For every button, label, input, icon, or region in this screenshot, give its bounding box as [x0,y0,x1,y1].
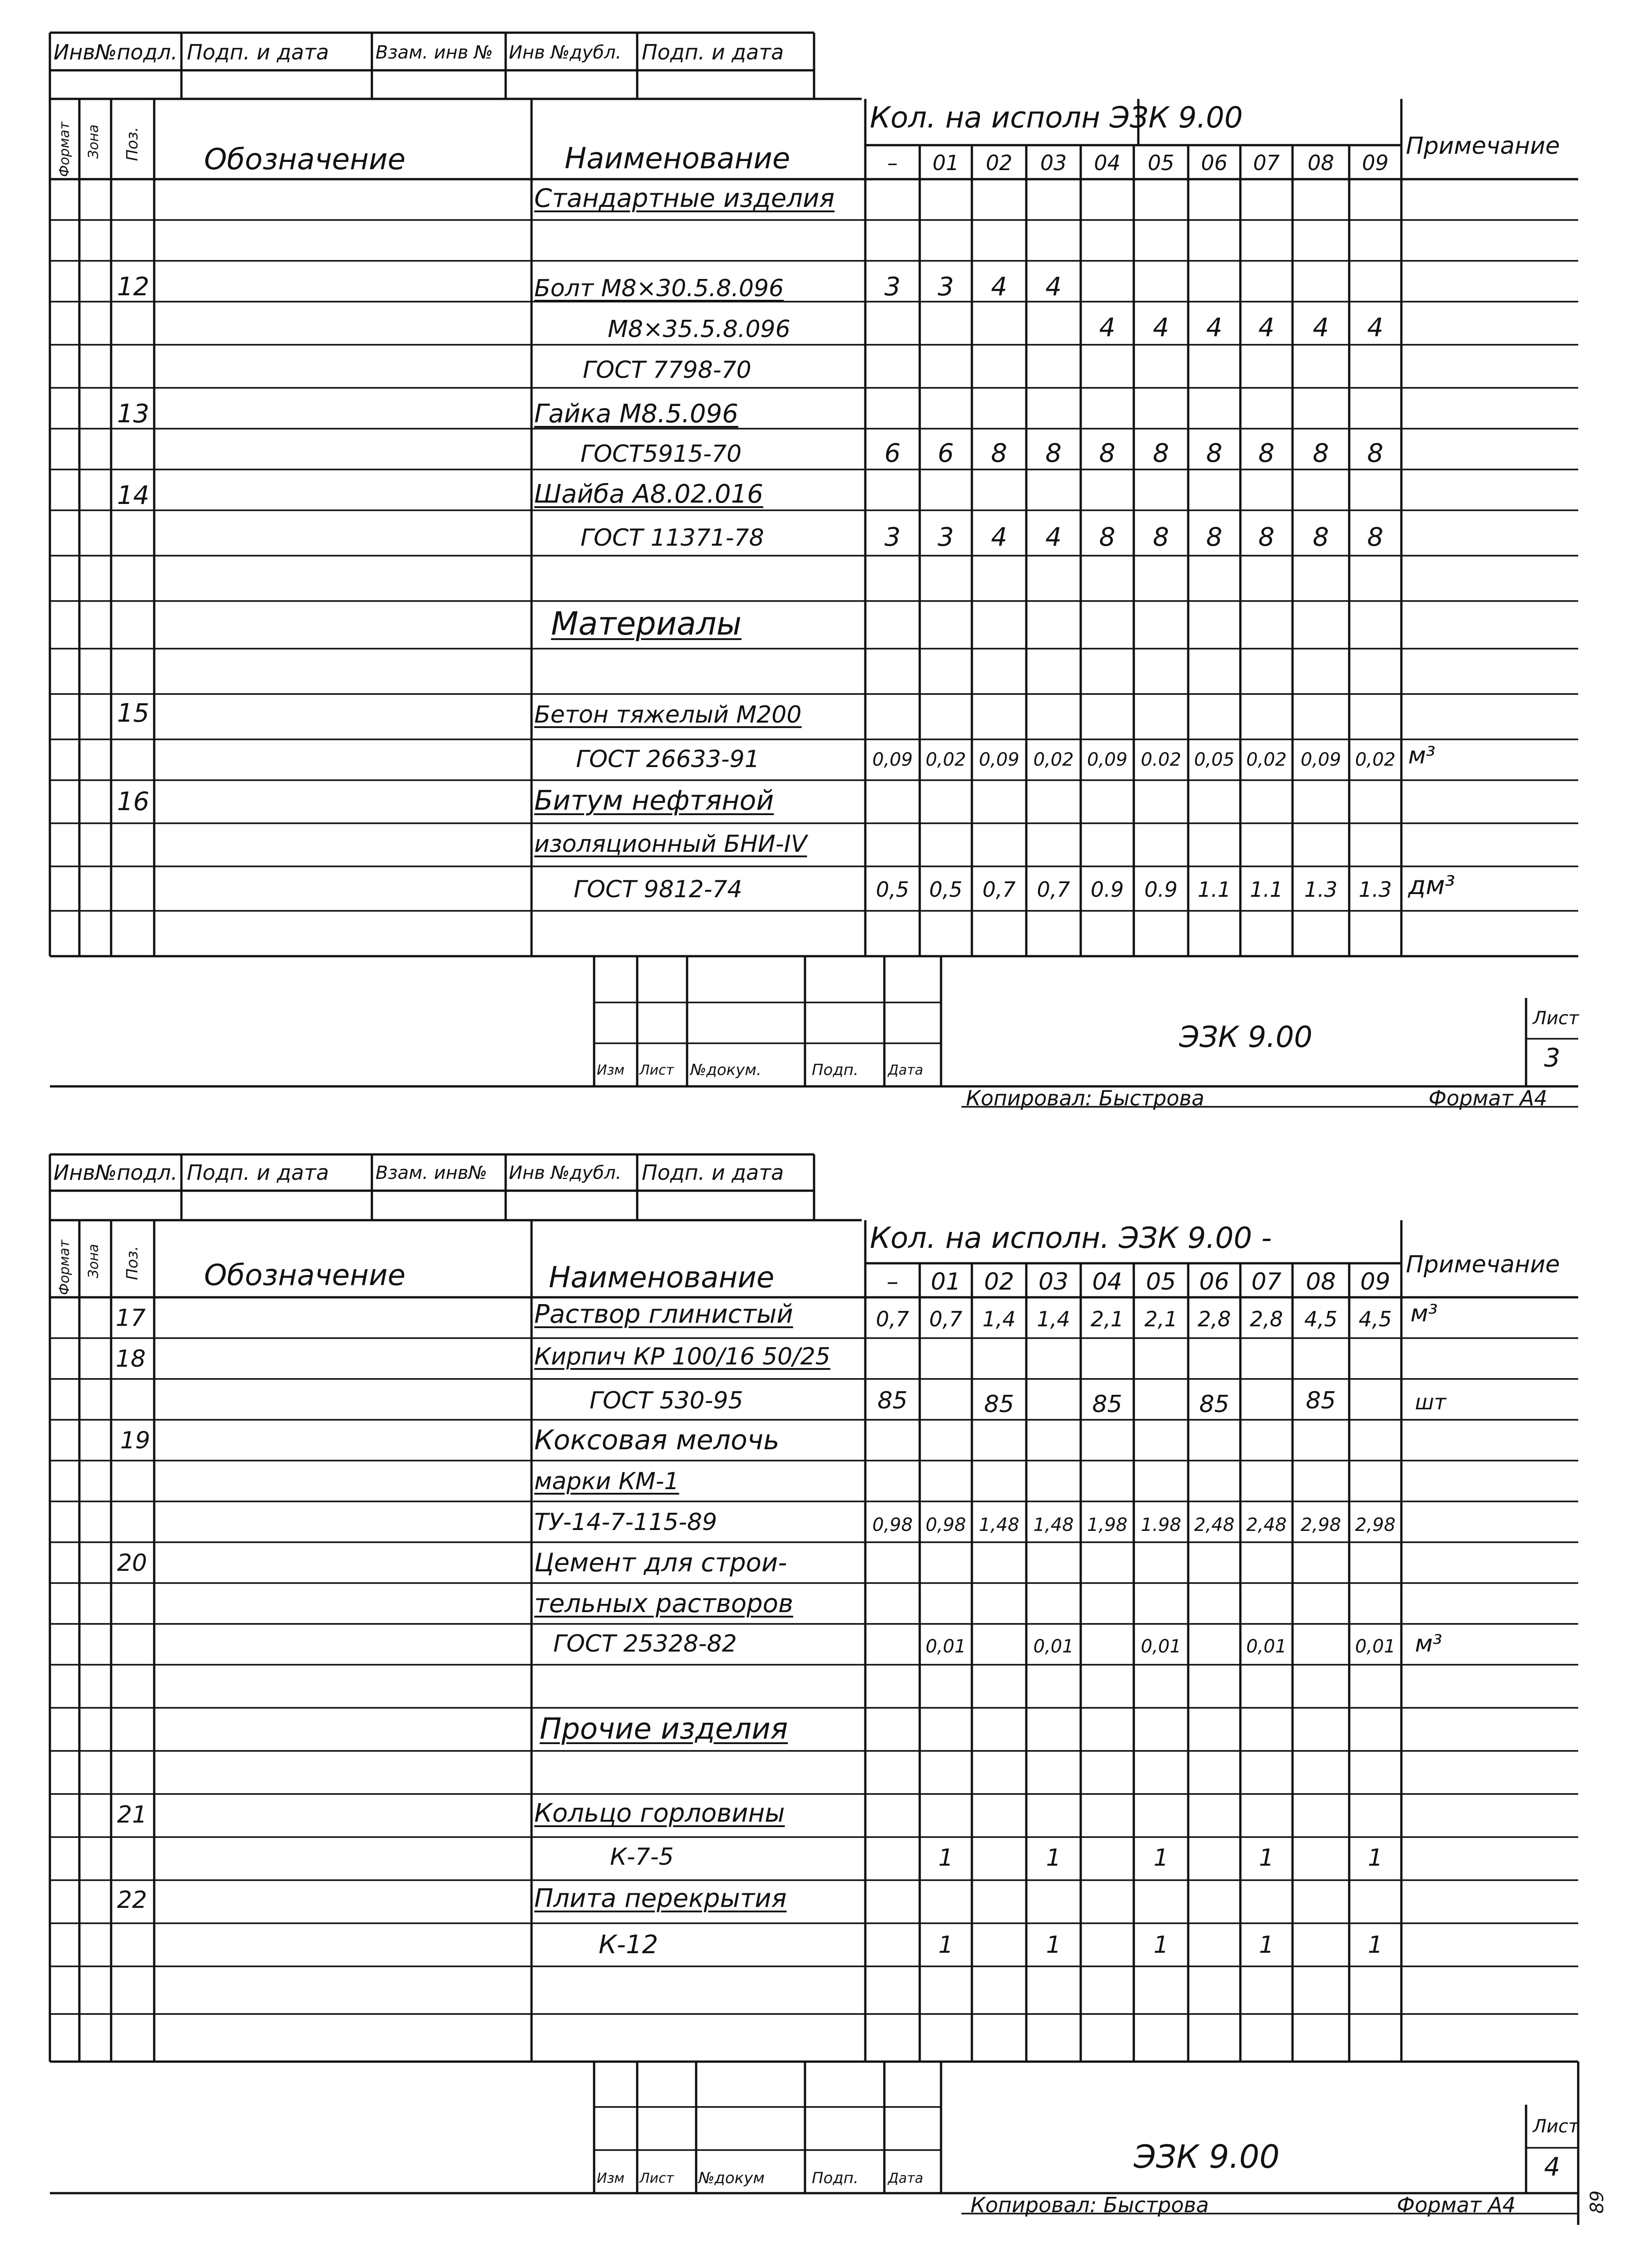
row-name: Шайба А8.02.016 [534,479,763,509]
sheet-label: Лист [1533,1008,1579,1029]
qty-col: 09 [1362,151,1389,175]
row-name: ГОСТ 25328-82 [553,1630,737,1657]
header-designation: Обозначение [204,1259,406,1292]
qty-cell: 4 [1312,313,1329,342]
row-name: Кирпич КР 100/16 50/25 [534,1343,830,1370]
stamp-inv-dubl: Инв №дубл. [509,42,622,63]
qty-cell: 8 [1045,439,1062,468]
tb-label-data: Дата [888,2170,923,2186]
qty-cell: 8 [1099,523,1116,552]
qty-cell: 1 [1153,1844,1169,1872]
row-pos: 15 [117,699,150,728]
row-pos: 22 [117,1887,147,1914]
row-name: Гайка М8.5.096 [534,399,738,429]
qty-cell: 8 [1258,523,1275,552]
qty-cell: 0,98 [872,1515,913,1535]
header-format: Формат [57,1240,73,1295]
qty-col: 04 [1094,151,1121,175]
row-name: ГОСТ 11371-78 [580,524,764,552]
qty-col: 07 [1251,1268,1282,1295]
row-note: дм³ [1408,871,1455,900]
row-note: м³ [1415,1630,1443,1657]
qty-cell: 85 [1199,1391,1229,1418]
document-code: ЭЗК 9.00 [1134,2138,1280,2175]
qty-cell: 1,98 [1087,1515,1128,1535]
qty-cell: 2,1 [1144,1307,1178,1331]
stamp-podp-data: Подп. и дата [187,1160,329,1185]
qty-cell: 8 [991,439,1007,468]
row-name: М8×35.5.8.096 [608,316,790,343]
qty-cell: 2,98 [1300,1515,1341,1535]
qty-cell: 1.3 [1304,877,1338,902]
row-name: ТУ-14-7-115-89 [534,1509,717,1536]
header-designation: Обозначение [204,143,406,176]
qty-cell: 4 [991,272,1007,302]
qty-cell: 0.9 [1090,877,1124,902]
stamp-podp-data: Подп. и дата [187,40,329,64]
qty-cell: 0,02 [1355,749,1396,770]
tb-label-izm: Изм [597,2170,625,2186]
stamp-inv-podl: Инв№подл. [54,40,178,64]
header-format: Формат [57,122,73,177]
row-name: Кольцо горловины [534,1799,785,1828]
tb-label-izm: Изм [597,1062,625,1078]
row-pos: 16 [117,787,150,816]
sheet-label: Лист [1533,2116,1579,2137]
qty-cell: 0,5 [876,877,909,902]
row-name: Раствор глинистый [534,1300,793,1329]
qty-cell: 85 [1092,1391,1122,1418]
qty-col: 01 [931,1268,961,1295]
qty-cell: 8 [1153,523,1169,552]
qty-cell: 4 [1045,523,1062,552]
qty-col: 05 [1147,151,1175,175]
qty-cell: 3 [884,523,901,552]
qty-cell: 4 [1367,313,1384,342]
qty-cell: 2,98 [1355,1515,1396,1535]
qty-cell: 8 [1099,439,1116,468]
header-note: Примечание [1406,1251,1560,1278]
paper-format: Формат А4 [1429,1086,1547,1110]
section-title: Материалы [551,605,741,642]
row-name: Болт М8×30.5.8.096 [534,275,784,302]
qty-cell: 0,09 [979,749,1019,770]
qty-col: 05 [1146,1268,1176,1295]
row-name: Цемент для строи- [534,1548,787,1578]
qty-cell: 0,02 [1246,749,1287,770]
row-note: м³ [1408,742,1436,769]
qty-col: 02 [984,1268,1015,1295]
qty-cell: 1 [938,1931,954,1959]
header-name: Наименование [565,142,790,176]
row-name: К-12 [599,1930,658,1960]
qty-cell: 1,48 [979,1515,1019,1535]
stamp-podp-data-2: Подп. и дата [642,40,784,64]
qty-col: – [887,1268,898,1295]
qty-cell: 0,01 [1141,1636,1181,1657]
qty-cell: 8 [1153,439,1169,468]
qty-cell: 8 [1312,523,1329,552]
qty-col: 02 [985,151,1013,175]
row-pos: 21 [117,1801,147,1828]
qty-cell: 2,8 [1249,1307,1283,1331]
qty-cell: 0,5 [929,877,963,902]
qty-cell: 0,7 [982,877,1016,902]
header-note: Примечание [1406,132,1560,160]
row-name: ГОСТ 530-95 [590,1387,743,1414]
sheet-number: 4 [1544,2152,1561,2182]
qty-col: 06 [1201,151,1228,175]
qty-cell: 4 [1099,313,1116,342]
qty-cell: 6 [937,439,954,468]
qty-cell: 2,1 [1090,1307,1124,1331]
qty-cell: 0,05 [1194,749,1235,770]
qty-cell: 3 [937,523,954,552]
qty-cell: 0,09 [872,749,913,770]
qty-cell: 0,09 [1300,749,1341,770]
qty-cell: 0.9 [1144,877,1178,902]
qty-cell: 1 [938,1844,954,1872]
qty-cell: 4 [1153,313,1169,342]
qty-cell: 0,01 [925,1636,966,1657]
qty-cell: 0,02 [925,749,966,770]
qty-cell: 1 [1367,1931,1383,1959]
qty-cell: 3 [884,272,901,302]
qty-col: 08 [1306,1268,1336,1295]
qty-cell: 8 [1206,523,1223,552]
copied-by: Копировал: Быстрова [966,1086,1205,1110]
row-pos: 12 [117,272,150,302]
qty-cell: 3 [937,272,954,302]
row-name: ГОСТ5915-70 [580,440,742,468]
stamp-inv-dubl: Инв №дубл. [509,1163,622,1183]
section-title: Стандартные изделия [534,184,835,213]
qty-cell: 2,48 [1194,1515,1235,1535]
qty-cell: 6 [884,439,901,468]
tb-label-docnum: №докум. [690,1061,761,1079]
qty-cell: 8 [1206,439,1223,468]
header-qty-title: Кол. на исполн ЭЗК 9.00 [870,101,1243,135]
qty-cell: 1.1 [1249,877,1283,902]
row-name: Бетон тяжелый М200 [534,701,802,728]
section-title: Прочие изделия [540,1712,788,1746]
document-code: ЭЗК 9.00 [1179,1021,1312,1054]
qty-cell: 0,98 [925,1515,966,1535]
row-name: марки КМ-1 [534,1468,679,1495]
row-name: К-7-5 [610,1843,674,1871]
stamp-podp-data-2: Подп. и дата [642,1160,784,1185]
row-name: изоляционный БНИ-IV [534,831,807,858]
qty-cell: 8 [1258,439,1275,468]
row-pos: 13 [117,399,150,429]
qty-cell: 1.3 [1358,877,1392,902]
row-name: ГОСТ 9812-74 [574,876,742,903]
row-name: Битум нефтяной [534,785,774,816]
row-name: ГОСТ 26633-91 [576,746,760,773]
qty-cell: 85 [877,1387,908,1414]
qty-cell: 1 [1367,1844,1383,1872]
qty-cell: 4 [991,523,1007,552]
qty-cell: 4 [1258,313,1275,342]
tb-label-list: Лист [639,2170,674,2186]
header-zone: Зона [86,124,102,159]
qty-cell: 4,5 [1304,1307,1338,1331]
qty-col: 09 [1360,1268,1390,1295]
qty-cell: 0,7 [1037,877,1070,902]
row-name: тельных растворов [534,1589,793,1618]
qty-cell: 8 [1312,439,1329,468]
qty-cell: 0,7 [929,1307,963,1331]
qty-col: 06 [1199,1268,1229,1295]
row-pos: 17 [116,1305,146,1332]
header-name: Наименование [549,1261,775,1295]
qty-col: 04 [1092,1268,1122,1295]
header-pos: Поз. [123,1246,141,1280]
row-name: ГОСТ 7798-70 [583,357,751,384]
qty-cell: 4 [1045,272,1062,302]
sheet-number: 3 [1544,1043,1561,1073]
paper-format: Формат А4 [1397,2193,1516,2217]
row-name: Коксовая мелочь [534,1424,780,1456]
qty-cell: 8 [1367,523,1384,552]
qty-col: 01 [932,151,959,175]
row-name: Плита перекрытия [534,1884,787,1913]
qty-cell: 0,01 [1355,1636,1396,1657]
qty-cell: 1 [1046,1931,1061,1959]
qty-cell: 1 [1258,1844,1274,1872]
qty-cell: 4 [1206,313,1223,342]
row-note: м³ [1410,1300,1438,1327]
tb-label-podp: Подп. [812,1061,858,1079]
row-pos: 14 [117,481,150,510]
qty-cell: 1 [1153,1931,1169,1959]
qty-cell: 1 [1258,1931,1274,1959]
row-pos: 19 [120,1427,151,1454]
tb-label-docnum: №докум [698,2169,765,2187]
header-qty-title: Кол. на исполн. ЭЗК 9.00 - [870,1222,1272,1255]
qty-cell: 1,4 [1037,1307,1070,1331]
qty-col: 03 [1038,1268,1069,1295]
header-pos: Поз. [123,127,141,161]
qty-col: 08 [1307,151,1334,175]
qty-cell: 4,5 [1358,1307,1392,1331]
margin-number: 89 [1587,2190,1608,2214]
stamp-vzam-inv: Взам. инв№ [376,1163,488,1183]
qty-col: – [887,151,898,175]
row-note: шт [1415,1390,1446,1414]
qty-cell: 8 [1367,439,1384,468]
header-zone: Зона [86,1244,102,1278]
qty-cell: 1.1 [1197,877,1231,902]
qty-cell: 0,7 [876,1307,909,1331]
row-pos: 18 [116,1345,146,1373]
qty-cell: 2,48 [1246,1515,1287,1535]
tb-label-data: Дата [888,1062,923,1078]
stamp-vzam-inv: Взам. инв № [376,42,493,63]
stamp-inv-podl: Инв№подл. [54,1160,178,1185]
qty-cell: 1.98 [1141,1515,1181,1535]
qty-col: 03 [1040,151,1067,175]
qty-cell: 1,48 [1033,1515,1074,1535]
row-pos: 20 [117,1549,147,1577]
tb-label-list: Лист [639,1062,674,1078]
qty-cell: 85 [984,1391,1015,1418]
qty-cell: 85 [1306,1387,1336,1414]
tb-label-podp: Подп. [812,2169,858,2187]
qty-cell: 1,4 [982,1307,1016,1331]
qty-col: 07 [1253,151,1280,175]
qty-cell: 2,8 [1197,1307,1231,1331]
copied-by: Копировал: Быстрова [971,2193,1209,2217]
qty-cell: 0,01 [1246,1636,1287,1657]
qty-cell: 0,01 [1033,1636,1074,1657]
qty-cell: 0,09 [1087,749,1128,770]
qty-cell: 1 [1046,1844,1061,1872]
qty-cell: 0.02 [1141,749,1181,770]
qty-cell: 0,02 [1033,749,1074,770]
